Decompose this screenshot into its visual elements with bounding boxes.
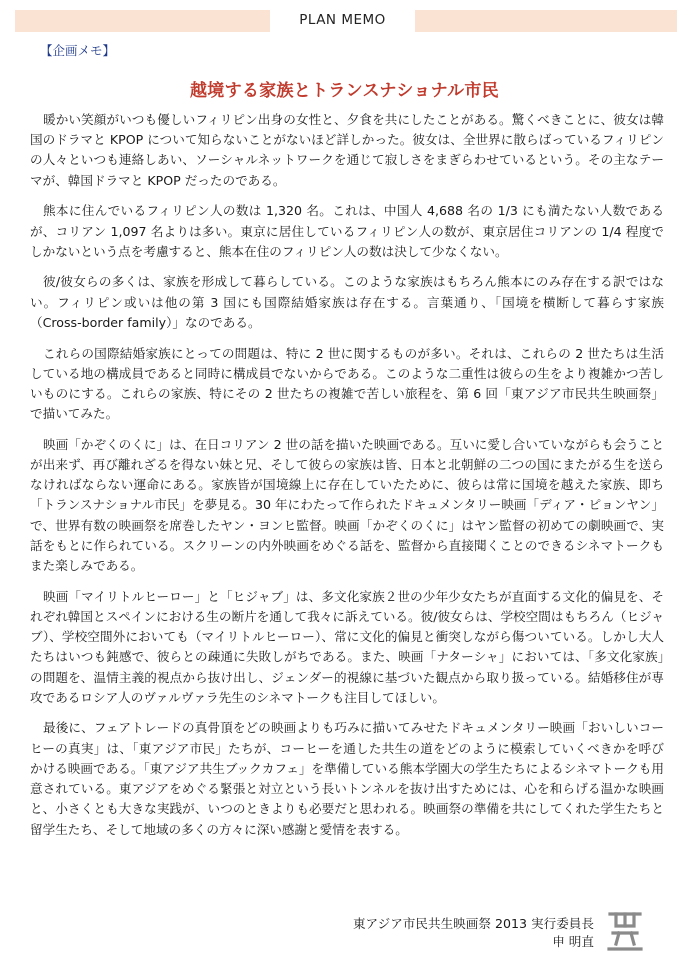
article-body [30, 110, 664, 850]
signature-name: 申 明直 [552, 934, 594, 949]
seal-stamp-icon [601, 906, 649, 954]
paragraph: 暖かい笑顔がいつも優しいフィリピン出身の女性と、夕食を共にしたことがある。驚くべきことに、彼女は韓国のドラマと KPOP について知らないことがないほど詳しかった。彼女は、全世界に散らばっているフィリピンの人々といつも連絡しあい、ソーシャルネットワークを通じて寂しさをまぎらわせているという。その主なテーマが、韓国ドラマと KPOP だったのである。 [30, 112, 664, 188]
header-band-left [15, 10, 270, 32]
paragraph: 最後に、フェアトレードの真骨頂をどの映画よりも巧みに描いてみせたドキュメンタリー映画「おいしいコーヒーの真実」は、「東アジア市民」たちが、コーヒーを通した共生の道をどのように模索していくべきかを呼びかける映画である。「東アジア共生ブックカフェ」を準備している熊本学園大の学生たちによるシネマトークも用意されている。東アジアをめぐる緊張と対立という長いトンネルを抜け出すためには、心を和らげる温かな映画と、小さくとも大きな実践が、いつのときよりも必要だと思われる。映画祭の準備を共にしてくれた学生たちと留学生たち、そして地域の多くの方々に深い感謝と愛情を表する。 [30, 720, 664, 837]
signature-title: 東アジア市民共生映画祭 2013 実行委員長 [352, 916, 594, 931]
paragraph: 映画「かぞくのくに」は、在日コリアン 2 世の話を描いた映画である。互いに愛し合いていながらも会うことが出来ず、再び離れざるを得ない妹と兄、そして彼らの家族は皆、日本と北朝鮮の二つの国にまたがる生を送らなければならない運命にある。家族皆が国境線上に存在していたために、彼らは常に国境を越えた家族、即ち「トランスナショナル市民」を夢見る。30 年にわたって作られたドキュメンタリー映画「ディア・ピョンヤン」で、世界有数の映画祭を席巻したヤン・ヨンヒ監督。映画「かぞくのくに」はヤン監督の初めての劇映画で、実話をもとに作られている。スクリーンの内外映画をめぐる話を、監督から直接聞くことのできるシネマトークもまた楽しみである。 [30, 436, 664, 574]
paragraph: これらの国際結婚家族にとっての問題は、特に 2 世に関するものが多い。それは、これらの 2 世たちは生活している地の構成員であると同時に構成員でないからである。このような二重性は彼らの生をより複雑かつ苦しいものにする。これらの家族、特にその 2 世たちの複雑で苦しい旅程を、第 6 回「東アジア市民共生映画祭」で描いてみた。 [30, 345, 664, 422]
header-title: PLAN MEMO [299, 12, 386, 28]
header-bar [0, 10, 689, 34]
header-band-right [415, 10, 677, 32]
paragraph: 映画「マイリトルヒーロー」と「ヒジャブ」は、多文化家族２世の少年少女たちが直面する文化的偏見を、それぞれ韓国とスペインにおける生の断片を通して我々に訴えている。彼/彼女らは、学校空間はもちろん（ヒジャブ）、学校空間外においても（マイリトルヒーロー）、常に文化的偏見と衝突しながら傷ついている。しかし大人たちはいつも鈍感で、彼らとの疎通に失敗しがちである。また、映画「ナターシャ」においては、「多文化家族」の問題を、温情主義的視点から抜け出し、ジェンダー的視線に基づいた観点から取り扱っている。結婚移住が専攻であるロシア人のヴァルヴァラ先生のシネマトークも注目してほしい。 [30, 588, 664, 705]
section-tag: 【企画メモ】 [40, 43, 116, 58]
page-title: 越境する家族とトランスナショナル市民 [189, 81, 500, 101]
paragraph: 熊本に住んでいるフィリピン人の数は 1,320 名。これは、中国人 4,688 名の 1/3 にも満たない人数であるが、コリアン 1,097 名よりは多い。東京に居住しているフィリピン人の数が、東京居住コリアンの 1/4 程度でしかないという点を考慮すると、熊本在住のフィリピン人の数は決して少なくない。 [30, 203, 664, 259]
paragraph: 彼/彼女らの多くは、家族を形成して暮らしている。このような家族はもちろん熊本にのみ存在する訳ではない。フィリピン或いは他の第 3 国にも国際結婚家族は存在する。言葉通り、「国境を横断して暮らす家族（Cross-border family）」なのである。 [30, 274, 664, 330]
signature-block [353, 915, 594, 951]
